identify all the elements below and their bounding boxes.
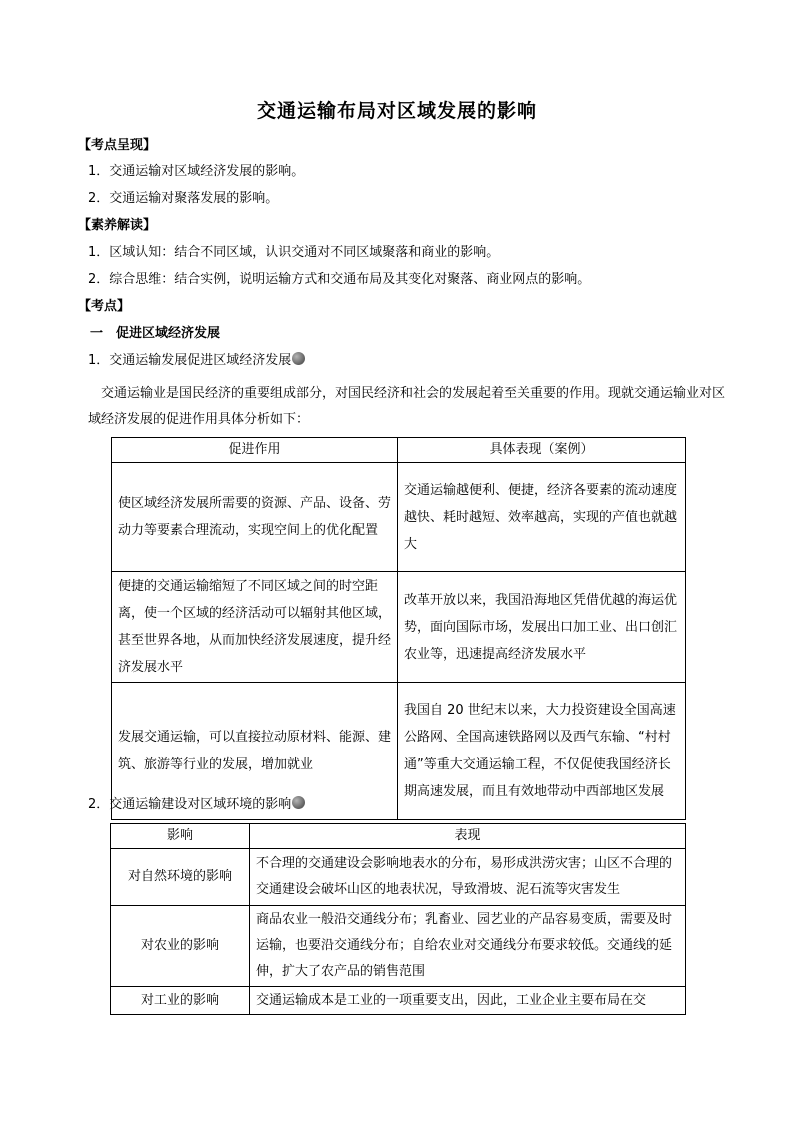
intro-paragraph: 交通运输业是国民经济的重要组成部分，对国民经济和社会的发展起着至关重要的作用。现就交通运输业对区域经济发展的促进作用具体分析如下： [88,386,726,427]
table-cell: 不合理的交通建设会影响地表水的分布，易形成洪涝灾害；山区不合理的交通建设会破坏山区的地表状况，导致滑坡、泥石流等灾害发生 [250,849,686,906]
table-row [111,906,686,987]
point-heading-1 [88,351,305,371]
page-title: 交通运输布局对区域发展的影响 [256,100,537,122]
table-header-cell: 影响 [111,824,250,849]
bullet-dot-icon [292,352,305,365]
table-row [111,849,686,906]
point-heading-1-text: 1．交通运输发展促进区域经济发展 [88,353,292,368]
table-header-cell: 促进作用 [112,438,398,463]
list-item: 1．区域认知：结合不同区域，认识交通对不同区域聚落和商业的影响。 [88,245,500,260]
table-cell: 改革开放以来，我国沿海地区凭借优越的海运优势，面向国际市场，发展出口加工业、出口创汇农业等，迅速提高经济发展水平 [398,572,686,683]
table-cell: 发展交通运输，可以直接拉动原材料、能源、建筑、旅游等行业的发展，增加就业 [112,683,398,820]
table-cell: 便捷的交通运输缩短了不同区域之间的时空距离，使一个区域的经济活动可以辐射其他区域，甚至世界各地，从而加快经济发展速度，提升经济发展水平 [112,572,398,683]
list-item: 1．交通运输对区域经济发展的影响。 [88,164,305,179]
bullet-dot-icon [292,796,305,809]
table-row [111,987,686,1015]
table-cell: 交通运输越便利、便捷，经济各要素的流动速度越快、耗时越短、效率越高，实现的产值也就越大 [398,463,686,572]
heading-kaodian-chengxian: 【考点呈现】 [78,138,157,153]
table-cell: 商品农业一般沿交通线分布；乳畜业、园艺业的产品容易变质，需要及时运输，也要沿交通线分布；自给农业对交通线分布要求较低。交通线的延伸，扩大了农产品的销售范围 [250,906,686,987]
point-heading-2-text: 2．交通运输建设对区域环境的影响 [88,797,292,812]
table-cell: 交通运输成本是工业的一项重要支出，因此，工业企业主要布局在交 [250,987,686,1015]
promotion-table [111,437,686,820]
table-header-row [111,824,686,849]
heading-suyang-jiedu: 【素养解读】 [78,218,157,233]
table-cell: 使区域经济发展所需要的资源、产品、设备、劳动力等要素合理流动，实现空间上的优化配置 [112,463,398,572]
table-header-cell: 具体表现（案例） [398,438,686,463]
table-header-cell: 表现 [250,824,686,849]
table-cell: 我国自 20 世纪末以来，大力投资建设全国高速公路网、全国高速铁路网以及西气东输、“村村通”等重大交通运输工程，不仅促使我国经济长期高速发展，而且有效地带动中西部地区发展 [398,683,686,820]
table-cell: 对自然环境的影响 [111,849,250,906]
list-item: 2．综合思维：结合实例，说明运输方式和交通布局及其变化对聚落、商业网点的影响。 [88,272,591,287]
list-item: 2．交通运输对聚落发展的影响。 [88,191,279,206]
table-header-row [112,438,686,463]
table-row [112,463,686,572]
heading-kaodian: 【考点】 [78,299,131,314]
environment-table [110,823,686,1015]
table-cell: 对工业的影响 [111,987,250,1015]
subheading-cujin: 一 促进区域经济发展 [90,326,221,341]
table-cell: 对农业的影响 [111,906,250,987]
point-heading-2 [88,795,305,815]
table-row [112,572,686,683]
